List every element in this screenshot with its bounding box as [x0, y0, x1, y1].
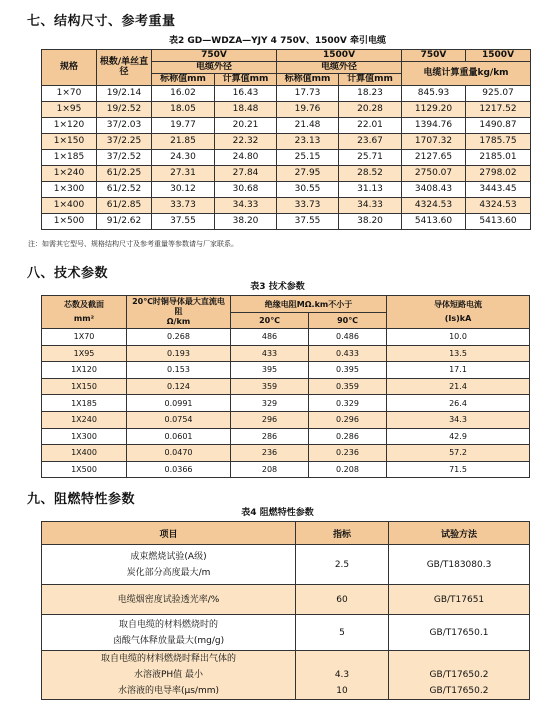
table-cell: 37/2.03: [97, 118, 152, 134]
table-cell: 37.55: [152, 214, 215, 230]
method-line: GB/T17650.2: [429, 686, 489, 696]
table-cell: 19/2.14: [97, 86, 152, 102]
table-cell: 30.12: [152, 182, 215, 198]
item-cell: [42, 545, 296, 585]
col-header-750v-weight: 750V: [402, 50, 466, 62]
col-header-750v: 750V: [152, 50, 277, 62]
value-cell: [296, 545, 389, 585]
table-cell: 91/2.62: [97, 214, 152, 230]
table-cell: 0.0754: [127, 411, 231, 428]
table-cell: 0.0470: [127, 445, 231, 462]
table-cell: 19.76: [277, 102, 339, 118]
table-cell: 30.68: [215, 182, 277, 198]
short-circuit-label: 导体短路电流: [434, 300, 482, 309]
table-cell: 61/2.85: [97, 198, 152, 214]
table-cell: 2798.02: [466, 166, 531, 182]
col-header-calc-1500: 计算值mm: [339, 74, 402, 86]
table-cell: 0.208: [309, 461, 387, 478]
short-circuit-unit: (Is)kA: [444, 314, 472, 323]
table-cell: 0.433: [309, 345, 387, 362]
structure-weight-table: [41, 49, 531, 230]
table-cell: 19/2.52: [97, 102, 152, 118]
table-cell: 1785.75: [466, 134, 531, 150]
table-row: [42, 345, 530, 362]
table-row: [42, 182, 531, 198]
flame-retardant-table: [41, 521, 530, 700]
spacer: [389, 651, 529, 667]
col-header-outer-diameter-1500: 电缆外径: [277, 62, 402, 74]
table-cell: 329: [231, 395, 309, 412]
item-cell: [42, 585, 296, 615]
table-cell: 22.32: [215, 134, 277, 150]
table-cell: 17.73: [277, 86, 339, 102]
method-line: GB/T17650.1: [429, 627, 489, 638]
table-2-note: 注：如需其它型号、规格结构尺寸及参考重量等参数请与厂家联系。: [28, 240, 238, 248]
table-cell: 1X300: [42, 428, 127, 445]
table-row: [42, 651, 530, 700]
table-cell: 34.3: [387, 411, 530, 428]
table-cell: 1X400: [42, 445, 127, 462]
table-cell: 21.4: [387, 378, 530, 395]
table-cell: 0.0991: [127, 395, 231, 412]
table-cell: 1X95: [42, 345, 127, 362]
col-header-20c: 20℃: [231, 313, 309, 329]
col-header-nominal-750: 标称值mm: [152, 74, 215, 86]
table-cell: 395: [231, 362, 309, 379]
table-cell: 23.67: [339, 134, 402, 150]
col-header-spec: 规格: [42, 50, 97, 86]
method-cell: [389, 545, 530, 585]
table-row: [42, 395, 530, 412]
table-cell: 1×150: [42, 134, 97, 150]
table-cell: 2185.01: [466, 150, 531, 166]
item-line: 水溶液PH值 最小: [133, 670, 204, 680]
item-line: 炭化部分高度最大/m: [126, 567, 211, 578]
table-row: [42, 86, 531, 102]
table-cell: 24.30: [152, 150, 215, 166]
table-cell: 0.286: [309, 428, 387, 445]
table-cell: 61/2.52: [97, 182, 152, 198]
value-line: 5: [339, 627, 345, 638]
method-cell: [389, 585, 530, 615]
table-cell: 0.329: [309, 395, 387, 412]
table-cell: 359: [231, 378, 309, 395]
col-header-nominal-1500: 标称值mm: [277, 74, 339, 86]
item-cell: [42, 651, 296, 700]
value-cell: [296, 615, 389, 651]
table-cell: 1×240: [42, 166, 97, 182]
table-row: [42, 150, 531, 166]
method-line: GB/T17651: [433, 594, 485, 605]
method-cell: [389, 651, 530, 700]
table-cell: 18.05: [152, 102, 215, 118]
table-row: [42, 214, 531, 230]
table-cell: 37/2.52: [97, 150, 152, 166]
core-unit: mm²: [73, 314, 95, 323]
table-cell: 71.5: [387, 461, 530, 478]
table-cell: 0.153: [127, 362, 231, 379]
table-cell: 1707.32: [402, 134, 466, 150]
table-cell: 38.20: [339, 214, 402, 230]
method-line: GB/T183080.3: [426, 559, 492, 570]
table-cell: 1X240: [42, 411, 127, 428]
col-header-core: [42, 296, 127, 329]
method-line: GB/T17650.2: [429, 670, 489, 680]
item-cell: [42, 615, 296, 651]
table-cell: 16.43: [215, 86, 277, 102]
table-row: [42, 118, 531, 134]
col-header-method: 试验方法: [389, 522, 530, 545]
core-label: 芯数及截面: [64, 300, 104, 309]
table-cell: 1394.76: [402, 118, 466, 134]
value-cell: [296, 651, 389, 700]
table-cell: 433: [231, 345, 309, 362]
col-header-value: 指标: [296, 522, 389, 545]
table-cell: 0.193: [127, 345, 231, 362]
table-cell: 10.0: [387, 329, 530, 346]
table-cell: 3408.43: [402, 182, 466, 198]
table-cell: 296: [231, 411, 309, 428]
table-cell: 0.0601: [127, 428, 231, 445]
table-cell: 5413.60: [402, 214, 466, 230]
resistance-unit: Ω/km: [166, 317, 191, 326]
table-cell: 1490.87: [466, 118, 531, 134]
table-cell: 1×300: [42, 182, 97, 198]
col-header-1500v: 1500V: [277, 50, 402, 62]
table-cell: 845.93: [402, 86, 466, 102]
item-line: 卤酸气体释放量最大(mg/g): [112, 635, 225, 646]
table-cell: 33.73: [277, 198, 339, 214]
table-2-caption: 表2 GD—WDZA—YJY 4 750V、1500V 牵引电缆: [169, 36, 386, 46]
table-row: [42, 461, 530, 478]
table-cell: 22.01: [339, 118, 402, 134]
table-cell: 18.23: [339, 86, 402, 102]
table-row: [42, 198, 531, 214]
technical-parameters-table: [41, 295, 530, 478]
col-header-90c: 90℃: [309, 313, 387, 329]
table-cell: 236: [231, 445, 309, 462]
table-cell: 0.486: [309, 329, 387, 346]
table-cell: 16.02: [152, 86, 215, 102]
table-cell: 27.31: [152, 166, 215, 182]
table-cell: 286: [231, 428, 309, 445]
table-cell: 31.13: [339, 182, 402, 198]
table-row: [42, 166, 531, 182]
table-cell: 3443.45: [466, 182, 531, 198]
table-cell: 0.236: [309, 445, 387, 462]
resistance-label: 20℃时铜导体最大直流电阻: [132, 297, 225, 316]
col-header-insulation: 绝缘电阻MΩ.km不小于: [231, 296, 387, 313]
table-cell: 1X185: [42, 395, 127, 412]
value-line: 2.5: [334, 559, 350, 570]
table-cell: 19.77: [152, 118, 215, 134]
table-cell: 925.07: [466, 86, 531, 102]
table-cell: 28.52: [339, 166, 402, 182]
table-cell: 24.80: [215, 150, 277, 166]
item-line: 取自电缆的材料燃烧时的: [118, 619, 218, 630]
table-cell: 2750.07: [402, 166, 466, 182]
table-cell: 0.395: [309, 362, 387, 379]
table-cell: 21.85: [152, 134, 215, 150]
table-cell: 0.296: [309, 411, 387, 428]
table-cell: 1X500: [42, 461, 127, 478]
table-cell: 4324.53: [402, 198, 466, 214]
table-row: [42, 102, 531, 118]
table-cell: 18.48: [215, 102, 277, 118]
section-9-title: 九、阻燃特性参数: [27, 492, 136, 507]
table-cell: 21.48: [277, 118, 339, 134]
item-line: 电缆烟密度试验透光率/%: [117, 594, 220, 605]
table-cell: 1X150: [42, 378, 127, 395]
table-cell: 0.359: [309, 378, 387, 395]
table-row: [42, 615, 530, 651]
table-cell: 34.33: [339, 198, 402, 214]
table-cell: 61/2.25: [97, 166, 152, 182]
table-cell: 37/2.25: [97, 134, 152, 150]
value-line: 4.3: [334, 670, 350, 680]
col-header-weight: 电缆计算重量kg/km: [402, 62, 531, 86]
item-line: 成束燃烧试验(A级): [130, 551, 207, 562]
table-row: [42, 378, 530, 395]
table-cell: 25.15: [277, 150, 339, 166]
method-cell: [389, 615, 530, 651]
table-cell: 26.4: [387, 395, 530, 412]
table-row: [42, 134, 531, 150]
table-row: [42, 411, 530, 428]
col-header-item: 项目: [42, 522, 296, 545]
col-header-outer-diameter-750: 电缆外径: [152, 62, 277, 74]
table-cell: 1×70: [42, 86, 97, 102]
col-header-calc-750: 计算值mm: [215, 74, 277, 86]
table-cell: 17.1: [387, 362, 530, 379]
table-cell: 33.73: [152, 198, 215, 214]
table-row: [42, 585, 530, 615]
col-header-short-circuit: [387, 296, 530, 329]
table-cell: 42.9: [387, 428, 530, 445]
table-cell: 208: [231, 461, 309, 478]
value-line: 10: [336, 686, 348, 696]
table-cell: 37.55: [277, 214, 339, 230]
table-cell: 1X70: [42, 329, 127, 346]
value-line: 60: [336, 594, 348, 605]
spacer: [296, 651, 388, 667]
col-header-1500v-weight: 1500V: [466, 50, 531, 62]
table-cell: 57.2: [387, 445, 530, 462]
table-cell: 25.71: [339, 150, 402, 166]
table-cell: 0.124: [127, 378, 231, 395]
table-cell: 5413.60: [466, 214, 531, 230]
table-row: [42, 545, 530, 585]
table-cell: 1×185: [42, 150, 97, 166]
table-cell: 23.13: [277, 134, 339, 150]
value-cell: [296, 585, 389, 615]
table-cell: 1217.52: [466, 102, 531, 118]
table-cell: 30.55: [277, 182, 339, 198]
table-row: [42, 329, 530, 346]
table-row: [42, 445, 530, 462]
table-cell: 1×120: [42, 118, 97, 134]
table-cell: 0.268: [127, 329, 231, 346]
table-cell: 1×95: [42, 102, 97, 118]
table-row: [42, 428, 530, 445]
table-row: [42, 362, 530, 379]
table-cell: 38.20: [215, 214, 277, 230]
table-cell: 13.5: [387, 345, 530, 362]
col-header-resistance: [127, 296, 231, 329]
table-cell: 4324.53: [466, 198, 531, 214]
table-cell: 27.95: [277, 166, 339, 182]
table-cell: 27.84: [215, 166, 277, 182]
item-line: 取自电缆的材料燃烧时释出气体的: [100, 654, 236, 664]
table-cell: 20.21: [215, 118, 277, 134]
table-cell: 0.0366: [127, 461, 231, 478]
section-8-title: 八、技术参数: [27, 266, 109, 281]
table-cell: 1X120: [42, 362, 127, 379]
col-header-count-diameter: 根数/单丝直径: [97, 50, 152, 86]
table-cell: 20.28: [339, 102, 402, 118]
table-cell: 1129.20: [402, 102, 466, 118]
table-cell: 2127.65: [402, 150, 466, 166]
item-line: 水溶液的电导率(μs/mm): [117, 686, 219, 696]
table-4-caption: 表4 阻燃特性参数: [241, 508, 314, 518]
table-3-caption: 表3 技术参数: [250, 282, 305, 292]
table-cell: 1×400: [42, 198, 97, 214]
table-cell: 34.33: [215, 198, 277, 214]
section-7-title: 七、结构尺寸、参考重量: [27, 14, 176, 29]
table-cell: 1×500: [42, 214, 97, 230]
table-cell: 486: [231, 329, 309, 346]
